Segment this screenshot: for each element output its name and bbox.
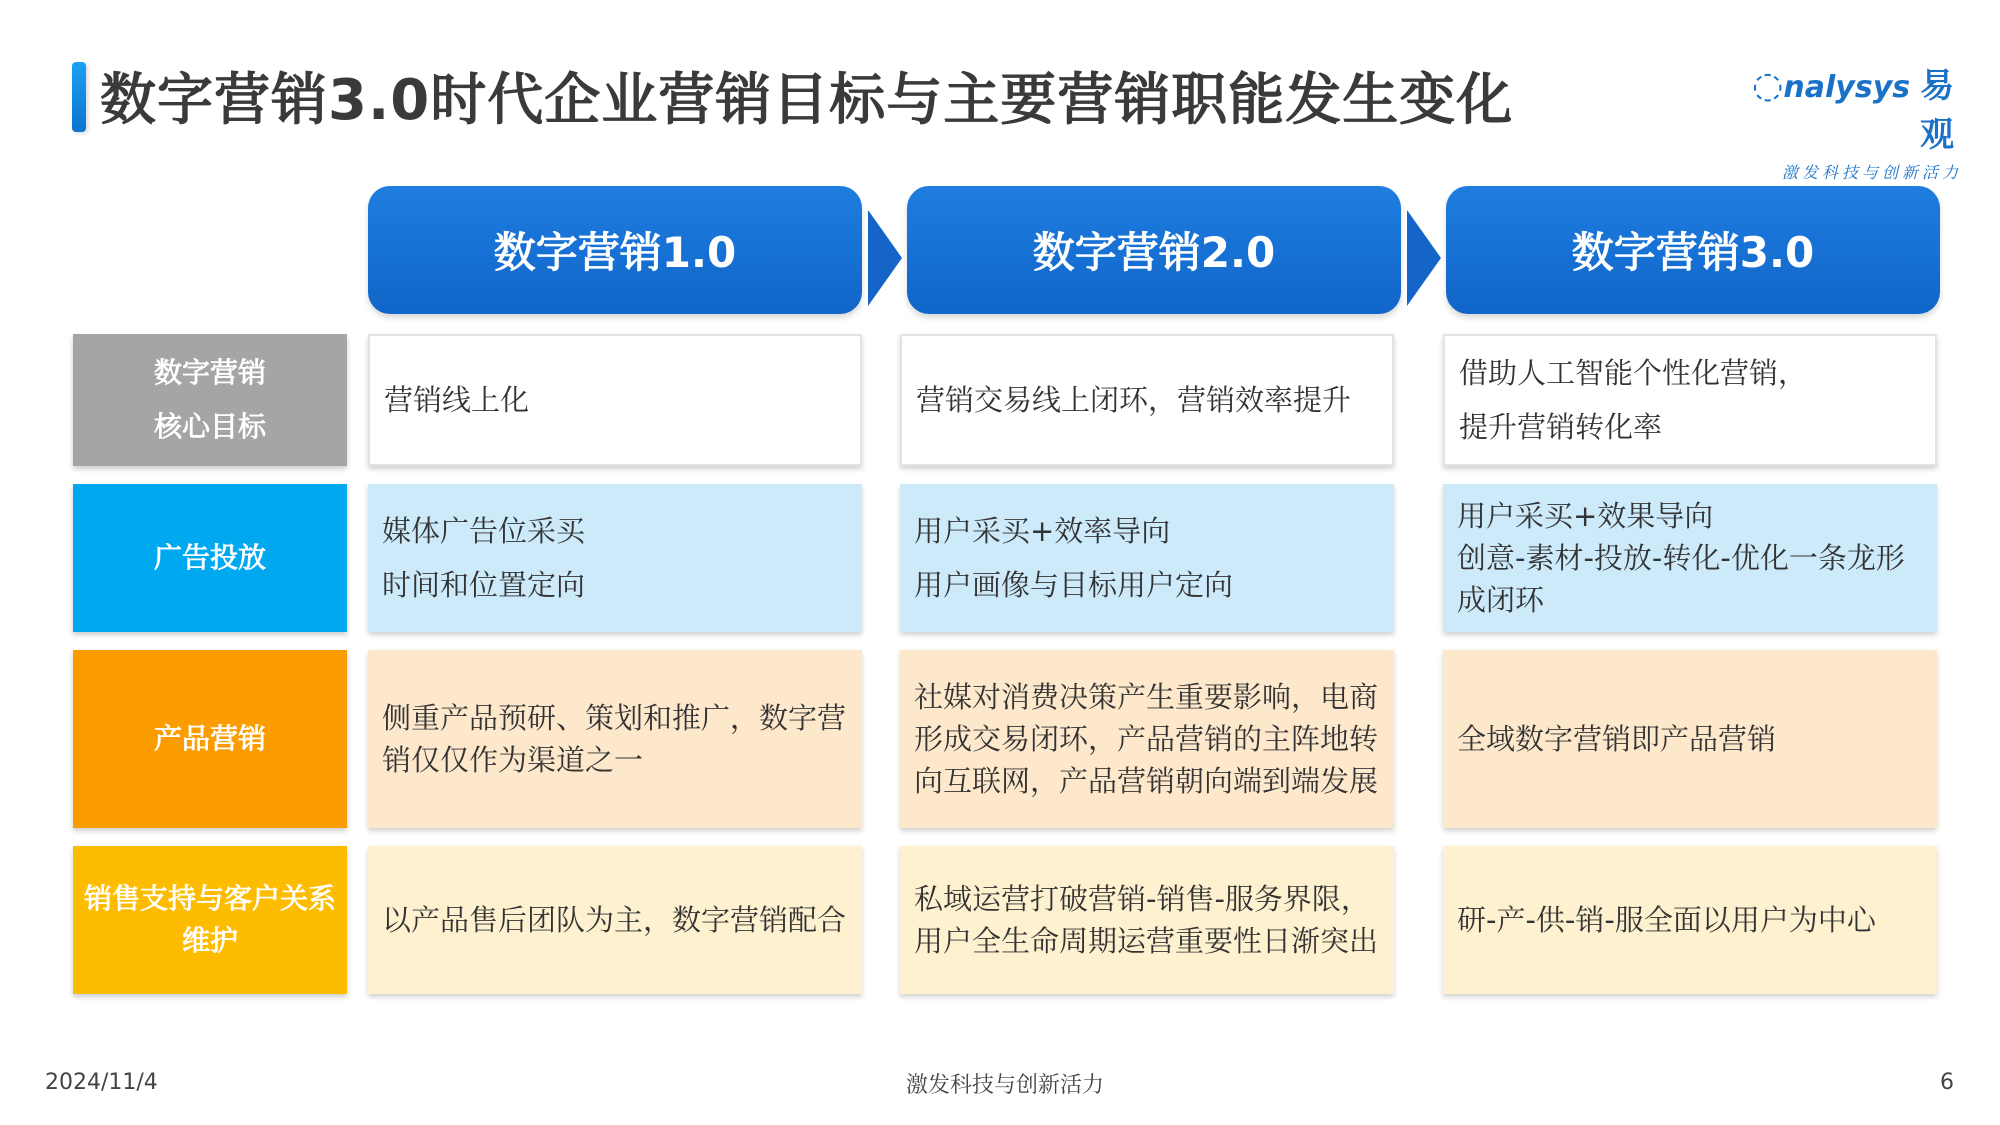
cell-text: 用户采买+效率导向 用户画像与目标用户定向	[914, 514, 1234, 602]
cell-text: 营销交易线上闭环，营销效率提升	[916, 383, 1352, 417]
chevron-right-icon	[1407, 210, 1441, 306]
cell-product-marketing-3	[1443, 650, 1937, 828]
row-label-ad-placement	[73, 484, 347, 632]
cell-text: 用户采买+效果导向 创意-素材-投放-转化-优化一条龙形成闭环	[1457, 499, 1905, 617]
cell-sales-support-3	[1443, 846, 1937, 994]
cell-text: 以产品售后团队为主，数字营销配合	[382, 903, 847, 937]
row-label-text: 销售支持与客户关系维护	[83, 882, 336, 957]
cell-ad-placement-1	[368, 484, 862, 632]
page-title: 数字营销3.0时代企业营销目标与主要营销职能发生变化	[100, 68, 1514, 133]
cell-product-marketing-1	[368, 650, 862, 828]
cell-text: 媒体广告位采买 时间和位置定向	[382, 514, 586, 602]
analysys-logo	[1752, 58, 1972, 183]
stage-header-2: 数字营销2.0	[907, 186, 1401, 314]
cell-sales-support-2	[900, 846, 1394, 994]
row-label-product-marketing	[73, 650, 347, 828]
stage-header-3: 数字营销3.0	[1446, 186, 1940, 314]
title-accent-bar	[72, 62, 86, 132]
footer-slogan: 激发科技与创新活力	[905, 1073, 1104, 1098]
row-label-text: 产品营销	[153, 722, 266, 755]
chevron-right-icon	[868, 210, 902, 306]
row-label-sales-support	[73, 846, 347, 994]
row-label-text: 广告投放	[153, 541, 266, 574]
footer-date: 2024/11/4	[45, 1070, 158, 1095]
cell-text: 社媒对消费决策产生重要影响，电商形成交易闭环，产品营销的主阵地转向互联网，产品营销朝向端到端发展	[914, 680, 1379, 798]
cell-text: 研-产-供-销-服全面以用户为中心	[1457, 903, 1876, 937]
row-label-core-goal	[73, 334, 347, 466]
cell-text: 侧重产品预研、策划和推广，数字营销仅仅作为渠道之一	[382, 701, 847, 777]
cell-product-marketing-2	[900, 650, 1394, 828]
cell-core-goal-3	[1443, 334, 1937, 466]
row-label-text: 数字营销 核心目标	[153, 356, 266, 443]
logo-brand-cn: 易观	[1920, 66, 1955, 155]
cell-core-goal-1	[368, 334, 862, 466]
cell-ad-placement-3	[1443, 484, 1937, 632]
stage-header-1: 数字营销1.0	[368, 186, 862, 314]
cell-text: 私域运营打破营销-销售-服务界限，用户全生命周期运营重要性日渐突出	[914, 882, 1379, 958]
cell-core-goal-2	[900, 334, 1394, 466]
cell-ad-placement-2	[900, 484, 1394, 632]
logo-brand-en: ◌nalysys	[1752, 65, 1911, 106]
cell-text: 借助人工智能个性化营销， 提升营销转化率	[1459, 356, 1808, 444]
cell-text: 营销线上化	[384, 383, 530, 417]
page-number: 6	[1940, 1070, 1954, 1095]
logo-tagline: 激发科技与创新活力	[1782, 163, 1963, 182]
cell-sales-support-1	[368, 846, 862, 994]
cell-text: 全域数字营销即产品营销	[1457, 722, 1777, 756]
